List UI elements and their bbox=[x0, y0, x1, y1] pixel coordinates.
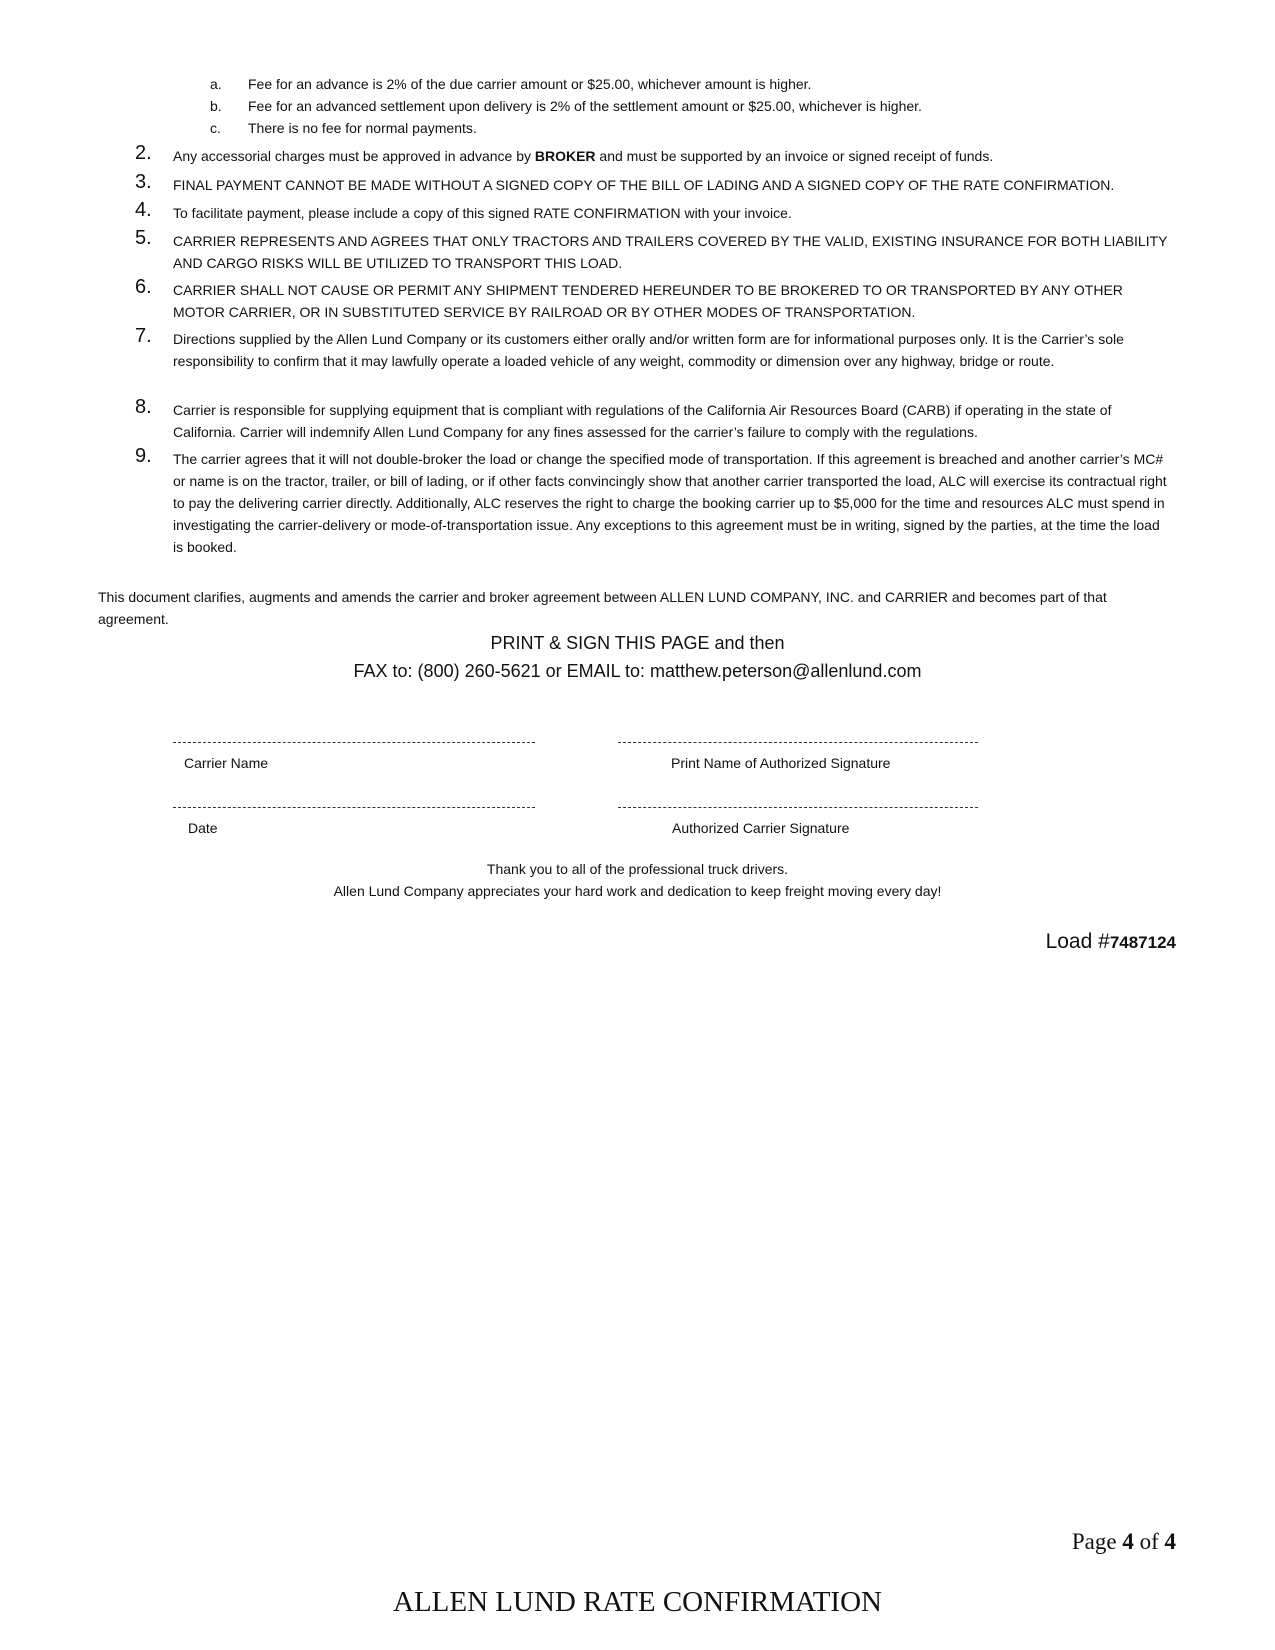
term-number: 6. bbox=[135, 276, 152, 298]
page-total: 4 bbox=[1164, 1529, 1176, 1554]
fax-email-instruction: FAX to: (800) 260-5621 or EMAIL to: matthew.peterson@allenlund.com bbox=[353, 661, 922, 681]
print-name-label: Print Name of Authorized Signature bbox=[671, 755, 891, 771]
date-line[interactable] bbox=[173, 807, 535, 808]
authorized-signature-line[interactable] bbox=[618, 807, 978, 808]
sub-item-text: There is no fee for normal payments. bbox=[248, 120, 477, 136]
carrier-name-line[interactable] bbox=[173, 742, 535, 743]
page-of: of bbox=[1133, 1529, 1165, 1554]
term-number: 4. bbox=[135, 199, 152, 221]
footer-title: ALLEN LUND RATE CONFIRMATION bbox=[393, 1586, 882, 1618]
sub-item-text: Fee for an advance is 2% of the due carrier amount or $25.00, whichever amount is higher. bbox=[248, 76, 812, 92]
sub-item-text: Fee for an advanced settlement upon delivery is 2% of the settlement amount or $25.00, whichever is higher. bbox=[248, 98, 922, 114]
carrier-name-label: Carrier Name bbox=[184, 755, 269, 771]
authorized-signature-label: Authorized Carrier Signature bbox=[672, 820, 850, 836]
load-number bbox=[1046, 928, 1176, 957]
print-name-line[interactable] bbox=[618, 742, 978, 743]
term-text: Carrier is responsible for supplying equipment that is compliant with regulations of the California Air Resources Board (CARB) if operating in the state of California. Carrier will indemnify Allen Lund Company for any fines assessed for the carrier’s failure to comply with the regulations. bbox=[173, 402, 1112, 440]
term-number: 7. bbox=[135, 325, 152, 347]
load-number-value: 7487124 bbox=[1109, 933, 1176, 952]
term-text-pre: Any accessorial charges must be approved in advance by bbox=[173, 148, 535, 164]
print-sign-instruction: PRINT & SIGN THIS PAGE and then bbox=[490, 633, 785, 653]
term-text-post: and must be supported by an invoice or signed receipt of funds. bbox=[595, 148, 994, 164]
term-number: 9. bbox=[135, 445, 152, 467]
load-label: Load # bbox=[1045, 930, 1110, 953]
date-label: Date bbox=[188, 820, 218, 836]
page-prefix: Page bbox=[1071, 1529, 1123, 1554]
sub-item-letter: c. bbox=[210, 120, 221, 136]
term-text: CARRIER REPRESENTS AND AGREES THAT ONLY TRACTORS AND TRAILERS COVERED BY THE VALID, EXISTING INSURANCE FOR BOTH LIABILITY AND CARGO RISKS WILL BE UTILIZED TO TRANSPORT THIS LOAD. bbox=[173, 233, 1168, 271]
term-text: FINAL PAYMENT CANNOT BE MADE WITHOUT A SIGNED COPY OF THE BILL OF LADING AND A SIGNED COPY OF THE RATE CONFIRMATION. bbox=[173, 177, 1115, 193]
term-text bbox=[173, 145, 1173, 167]
term-number: 3. bbox=[135, 171, 152, 193]
term-number: 8. bbox=[135, 396, 152, 418]
agreement-paragraph: This document clarifies, augments and amends the carrier and broker agreement between ALLEN LUND COMPANY, INC. and CARRIER and becomes part of that agreement. bbox=[98, 589, 1107, 627]
sub-item-letter: b. bbox=[210, 98, 222, 114]
page-number bbox=[1072, 1527, 1176, 1557]
term-text-bold: BROKER bbox=[534, 148, 596, 164]
page-current: 4 bbox=[1122, 1529, 1134, 1554]
term-text: The carrier agrees that it will not double-broker the load or change the specified mode of transportation. If this agreement is breached and another carrier’s MC# or name is on the tractor, trailer, or bill of lading, or if other facts convincingly show that another carrier transported the load, ALC will exercise its contractual right to pay the delivering carrier directly. Additionally, ALC reserves the right to charge the booking carrier up to $5,000 for the time and resources ALC must spend in investigating the carrier-delivery or mode-of-transportation issue. Any exceptions to this agreement must be in writing, signed by the parties, at the time the load is booked. bbox=[173, 451, 1167, 555]
thanks-line-2: Allen Lund Company appreciates your hard work and dedication to keep freight moving every day! bbox=[333, 883, 942, 899]
term-text: CARRIER SHALL NOT CAUSE OR PERMIT ANY SHIPMENT TENDERED HEREUNDER TO BE BROKERED TO OR TRANSPORTED BY ANY OTHER MOTOR CARRIER, OR IN SUBSTITUTED SERVICE BY RAILROAD OR BY OTHER MODES OF TRANSPORTATION. bbox=[173, 282, 1123, 320]
term-number: 2. bbox=[135, 142, 152, 164]
sub-item-letter: a. bbox=[210, 76, 222, 92]
thanks-line-1: Thank you to all of the professional truck drivers. bbox=[486, 861, 789, 877]
term-text: Directions supplied by the Allen Lund Company or its customers either orally and/or written form are for informational purposes only. It is the Carrier’s sole responsibility to confirm that it may lawfully operate a loaded vehicle of any weight, commodity or dimension over any highway, bridge or route. bbox=[173, 331, 1124, 369]
term-number: 5. bbox=[135, 227, 152, 249]
term-text: To facilitate payment, please include a copy of this signed RATE CONFIRMATION with your invoice. bbox=[173, 205, 792, 221]
